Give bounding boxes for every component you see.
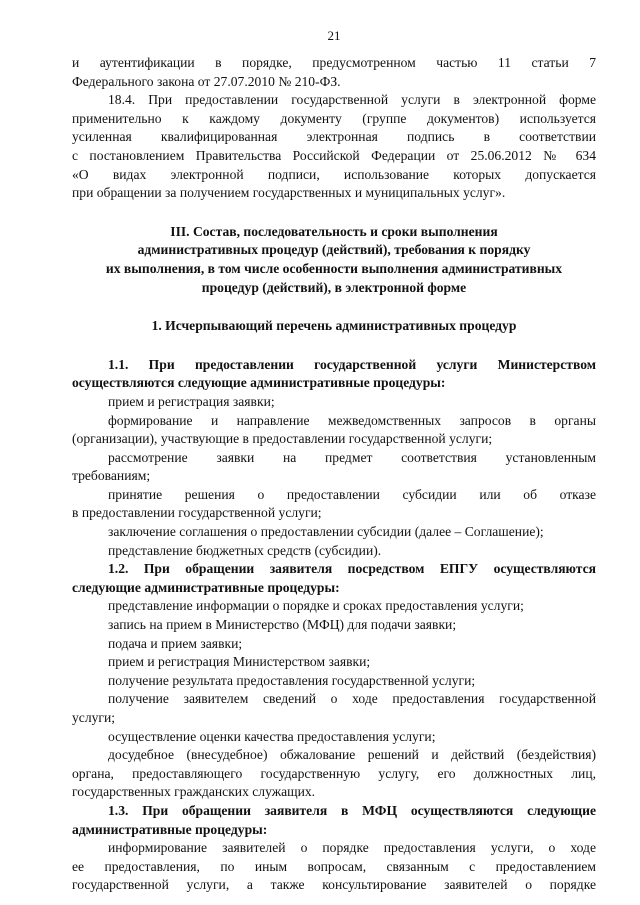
procedure-heading-line: следующие административные процедуры: [72, 579, 340, 595]
text-line: рассмотрение заявки на предмет соответствия установленным [108, 449, 596, 465]
text-line: получение результата предоставления государственной услуги; [108, 672, 476, 688]
text-line: и аутентификации в порядке, предусмотренном частью 11 статьи 7 [72, 55, 596, 70]
text-line: прием и регистрация заявки; [108, 393, 275, 409]
text-line: формирование и направление межведомственных запросов в органы [108, 412, 596, 428]
top-paragraphs [72, 54, 596, 203]
text-line: (организации), участвующие в предоставлении государственной услуги; [72, 431, 493, 447]
section-title-line: их выполнения, в том числе особенности выполнения административных [105, 260, 563, 276]
section-title-line: III. Состав, последовательность и сроки выполнения [170, 223, 498, 239]
procedure-heading-line: 1.1. При предоставлении государственной услуги Министерством [108, 356, 596, 372]
text-line: с постановлением Правительства Российской Федерации от 25.06.2012 № 634 [72, 147, 596, 163]
text-line: принятие решения о предоставлении субсидии или об отказе [108, 486, 596, 502]
text-line: представление бюджетных средств (субсидии). [108, 542, 382, 558]
procedure-heading-line: 1.3. При обращении заявителя в МФЦ осуществляются следующие [108, 802, 596, 818]
text-line: ее предоставления, по иным вопросам, связанным с предоставлением [72, 858, 596, 874]
text-line: применительно к каждому документу (группе документов) используется [72, 110, 596, 126]
text-line: Федерального закона от 27.07.2010 № 210-ФЗ. [72, 73, 341, 89]
document-page [72, 26, 596, 895]
procedure-heading-line: 1.2. При обращении заявителя посредством ЕПГУ осуществляются [108, 561, 596, 577]
subsection-title: 1. Исчерпывающий перечень административных процедур [151, 318, 517, 334]
text-line: требованиям; [72, 468, 151, 484]
text-line: государственной услуги, а также консультирование заявителей о порядке [72, 877, 596, 893]
text-line: представление информации о порядке и сроках предоставления услуги; [108, 598, 524, 614]
text-line: подача и прием заявки; [108, 635, 243, 651]
text-line: осуществление оценки качества предоставления услуги; [108, 728, 436, 744]
text-line: услуги; [72, 710, 116, 725]
text-line: государственных гражданских служащих. [72, 784, 316, 800]
text-line: «О видах электронной подписи, использование которых допускается [72, 166, 596, 182]
text-line: получение заявителем сведений о ходе предоставления государственной [108, 691, 596, 707]
procedure-heading-line: административные процедуры: [72, 821, 268, 837]
text-line: прием и регистрация Министерством заявки; [108, 654, 371, 670]
text-line: запись на прием в Министерство (МФЦ) для подачи заявки; [108, 617, 457, 633]
text-line: в предоставлении государственной услуги; [72, 505, 322, 521]
text-line: досудебное (внесудебное) обжалование решений и действий (бездействия) [108, 747, 596, 763]
text-line: органа, предоставляющего государственную услугу, его должностных лиц, [72, 765, 596, 781]
procedure-heading-line: осуществляются следующие административные процедуры: [72, 375, 446, 391]
text-line: при обращении за получением государственных и муниципальных услуг». [72, 185, 506, 201]
text-line: информирование заявителей о порядке предоставления услуги, о ходе [108, 840, 596, 856]
section-title-line: процедур (действий), в электронной форме [201, 279, 467, 295]
page-number: 21 [327, 28, 341, 43]
body-text [72, 356, 596, 895]
section-title-line: административных процедур (действий), требования к порядку [137, 242, 531, 258]
text-line: 18.4. При предоставлении государственной услуги в электронной форме [108, 92, 596, 108]
text-line: заключение соглашения о предоставлении субсидии (далее – Соглашение); [108, 524, 544, 540]
text-line: усиленная квалифицированная электронная подпись в соответствии [72, 129, 596, 145]
section-title [72, 223, 596, 297]
